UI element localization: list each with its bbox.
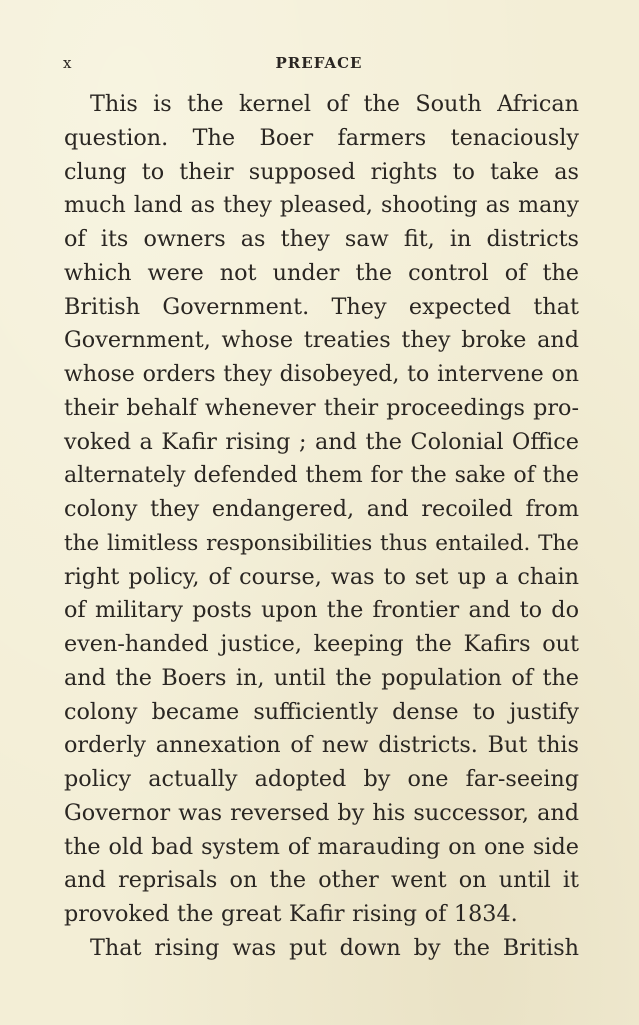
text-line: clung to their supposed rights to take as [64,158,579,185]
text-line: much land as they pleased, shooting as many [64,192,579,219]
text-line: policy actually adopted by one far-seeing [64,766,579,792]
text-line: question. The Boer farmers tenaciously [64,124,579,151]
text-line: of its owners as they saw fit, in districts [64,226,579,252]
running-head: PREFACE [275,54,363,72]
text-line: the limitless responsibilities thus entailed. The [64,530,579,556]
text-line: of military posts upon the frontier and to do [64,597,579,624]
text-line: Government, whose treaties they broke and [64,327,579,354]
text-line: the old bad system of marauding on one side [64,833,579,860]
text-line: which were not under the control of the [64,259,579,286]
text-line: Governor was reversed by his successor, and [64,799,579,826]
text-line: even-handed justice, keeping the Kafirs out [64,631,579,657]
text-line: colony they endangered, and recoiled from [64,496,579,522]
text-line: right policy, of course, was to set up a chain [64,563,579,590]
text-line: British Government. They expected that [64,293,579,320]
text-line: and the Boers in, until the population of the [64,664,579,691]
text-line: That rising was put down by the British [90,934,579,961]
text-line: provoked the great Kafir rising of 1834. [64,901,518,927]
text-line: orderly annexation of new districts. But this [64,732,579,759]
text-line: whose orders they disobeyed, to intervene on [64,361,579,387]
text-line: alternately defended them for the sake of the [64,462,579,489]
page-header [63,51,575,75]
page-number: x [63,54,73,72]
text-line: their behalf whenever their proceedings pro- [64,394,579,421]
text-line: and reprisals on the other went on until it [64,867,579,894]
text-line: voked a Kafir rising ; and the Colonial Office [64,428,579,455]
body-text [64,88,579,966]
text-line: This is the kernel of the South African [90,91,579,117]
text-line: colony became sufficiently dense to justify [64,698,579,725]
